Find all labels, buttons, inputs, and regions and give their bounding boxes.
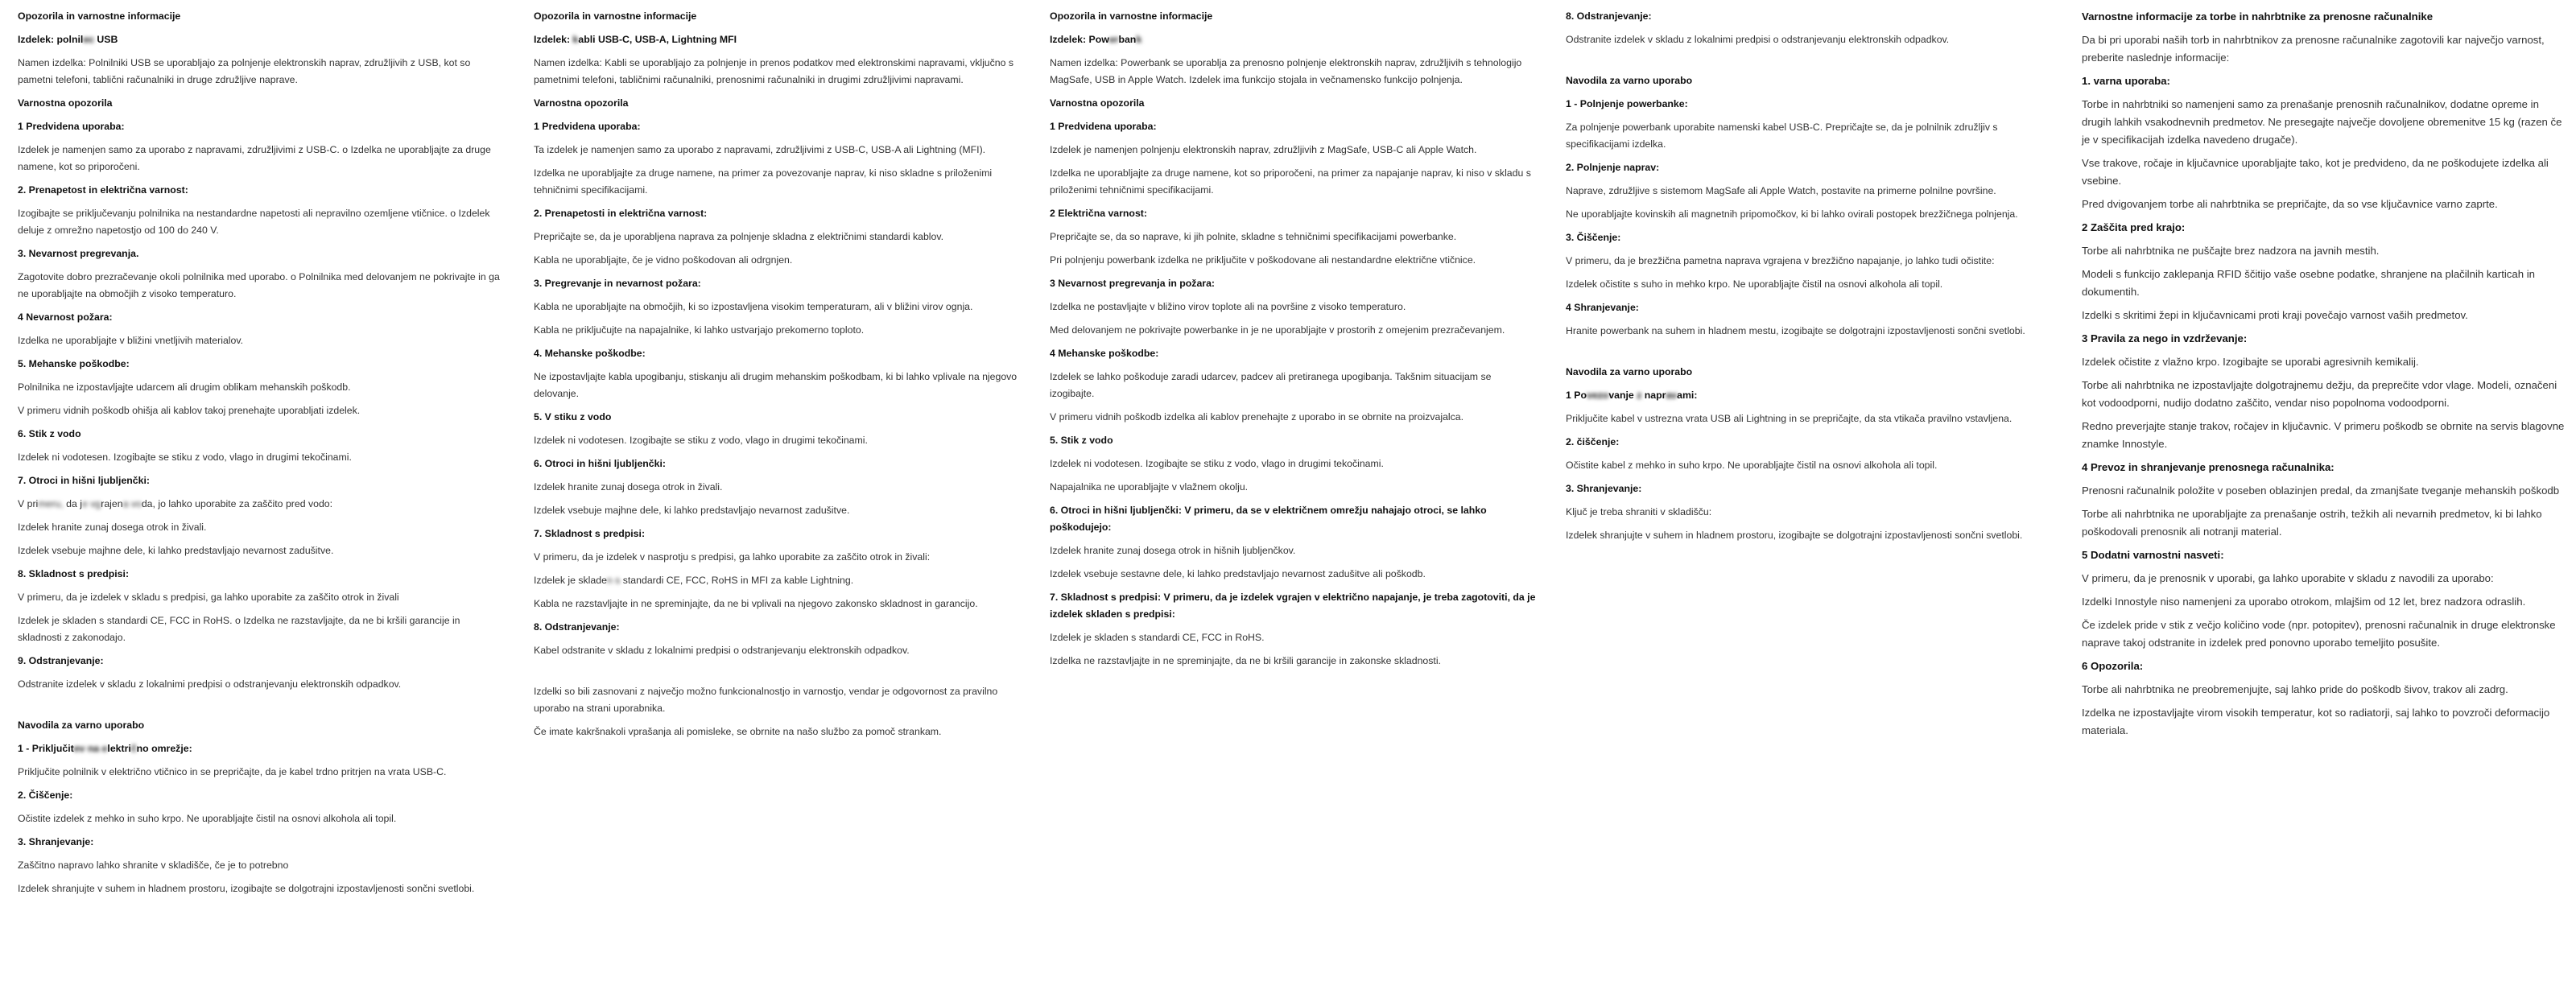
paragraph: V primeru, da je izdelek v skladu s predpisi, ga lahko uporabite za zaščito otrok in živali bbox=[18, 592, 399, 603]
paragraph: Izdelek ni vodotesen. Izogibajte se stiku z vodo, vlago in drugimi tekočinami. bbox=[534, 435, 868, 446]
paragraph: Izdelki s skritimi žepi in ključavnicami proti kraji povečajo varnost vaših predmetov. bbox=[2082, 309, 2468, 321]
paragraph: Ključ je treba shraniti v skladišču: bbox=[1566, 506, 1712, 517]
redacted-text: ec bbox=[83, 34, 94, 45]
paragraph: Izogibajte se priključevanju polnilnika na nestandardne napetosti ali nepravilno ozemljene vtičnice. o Izdelek deluje z omrežno napetostjo od 100 do 240 V. bbox=[18, 208, 490, 236]
section-heading: 3 Nevarnost pregrevanja in požara: bbox=[1050, 278, 1216, 289]
paragraph: Torbe ali nahrbtnika ne izpostavljajte dolgotrajnemu dežju, da preprečite vdor vlage. Modeli, označeni kot vodoodporni, nudijo dodatno zaščito, vendar niso popolnoma vodoodporni. bbox=[2082, 379, 2557, 409]
paragraph: Priključite kabel v ustrezna vrata USB ali Lightning in se prepričajte, da sta vtikača pravilno vstavljena. bbox=[1566, 413, 2013, 424]
paragraph: Zagotovite dobro prezračevanje okoli polnilnika med uporabo. o Polnilnika med delovanjem ne pokrivajte in ga ne uporabljajte na območjih z visoko temperaturo. bbox=[18, 271, 500, 299]
paragraph: V primeru, da je vgrajena voda, jo lahko uporabite za zaščito pred vodo: bbox=[18, 498, 333, 509]
paragraph: Izdelek je skladen s standardi CE, FCC in RoHS. bbox=[1050, 632, 1265, 643]
paragraph: Izdelek očistite s suho in mehko krpo. Ne uporabljajte čistil na osnovi alkohola ali topil. bbox=[1566, 278, 1943, 290]
section-heading: 3 Pravila za nego in vzdrževanje: bbox=[2082, 332, 2248, 344]
section-heading: 1 - Polnjenje powerbanke: bbox=[1566, 98, 1688, 109]
section-heading: 1 Predvidena uporaba: bbox=[534, 121, 641, 132]
document-title: Opozorila in varnostne informacije bbox=[1050, 10, 1213, 22]
paragraph: Izdelka ne izpostavljajte virom visokih temperatur, kot so radiatorji, saj lahko to povzroči deformacijo materiala. bbox=[2082, 707, 2550, 736]
paragraph: V primeru, da je brezžična pametna naprava vgrajena v brezžično napajanje, jo lahko tudi očistite: bbox=[1566, 255, 1995, 266]
section-heading: Izdelek: Powerbank bbox=[1050, 34, 1142, 45]
paragraph: Pri polnjenju powerbank izdelka ne priključite v poškodovane ali nestandardne električne vtičnice. bbox=[1050, 254, 1476, 266]
paragraph: Med delovanjem ne pokrivajte powerbanke in je ne uporabljajte v prostorih z omejenim prezračevanjem. bbox=[1050, 324, 1505, 336]
document-title: Opozorila in varnostne informacije bbox=[18, 10, 181, 22]
redacted-text: k bbox=[1136, 34, 1142, 45]
redacted-text: n s bbox=[606, 575, 621, 586]
paragraph: Izdelek je skladen s standardi CE, FCC, RoHS in MFI za kable Lightning. bbox=[534, 575, 854, 586]
paragraph: Izdelek hranite zunaj dosega otrok in hišnih ljubljenčkov. bbox=[1050, 545, 1296, 556]
paragraph: Izdelek vsebuje majhne dele, ki lahko predstavljajo nevarnost zadušitve. bbox=[18, 545, 334, 556]
text-column-laptop-bags bbox=[2082, 8, 2569, 904]
section-heading: Navodila za varno uporabo bbox=[1566, 366, 1693, 377]
section-heading: 8. Odstranjevanje: bbox=[1566, 10, 1652, 22]
redacted-text: e vg bbox=[81, 498, 101, 509]
section-heading: 1 Povezovanje z napravami: bbox=[1566, 390, 1698, 401]
section-heading: 2. Prenapetost in električna varnost: bbox=[18, 184, 188, 196]
section-heading: 2. čiščenje: bbox=[1566, 436, 1620, 447]
section-heading: 4. Mehanske poškodbe: bbox=[534, 348, 646, 359]
section-heading: Izdelek: polnilec USB bbox=[18, 34, 118, 45]
text-column-powerbank bbox=[1050, 8, 1537, 904]
paragraph: Izdelek vsebuje sestavne dele, ki lahko predstavljajo nevarnost zadušitve ali poškodb. bbox=[1050, 568, 1426, 579]
paragraph: Kabel odstranite v skladu z lokalnimi predpisi o odstranjevanju elektronskih odpadkov. bbox=[534, 645, 910, 656]
paragraph: V primeru vidnih poškodb izdelka ali kablov prenehajte z uporabo in se obrnite na proizvajalca. bbox=[1050, 411, 1464, 423]
section-heading: 7. Skladnost s predpisi: bbox=[534, 528, 646, 539]
paragraph: Kabla ne uporabljajte na območjih, ki so izpostavljena visokim temperaturam, ali v bližini virov ognja. bbox=[534, 301, 973, 312]
document-title: Opozorila in varnostne informacije bbox=[534, 10, 697, 22]
section-heading: 1 Predvidena uporaba: bbox=[1050, 121, 1157, 132]
section-heading: 4 Nevarnost požara: bbox=[18, 311, 113, 323]
text-column-usb-charger bbox=[18, 8, 505, 904]
paragraph: Če izdelek pride v stik z večjo količino vode (npr. potopitev), prenosni računalnik in druge elektronske naprave takoj odstranite in izdelek pred ponovno uporabo temeljito posušite. bbox=[2082, 619, 2556, 649]
paragraph: V primeru vidnih poškodb ohišja ali kablov takoj prenehajte uporabljati izdelek. bbox=[18, 405, 361, 416]
paragraph: Zaščitno napravo lahko shranite v skladišče, če je to potrebno bbox=[18, 860, 289, 871]
paragraph: Izdelek shranjujte v suhem in hladnem prostoru, izogibajte se dolgotrajni izpostavljenosti sončni svetlobi. bbox=[1566, 530, 2023, 541]
paragraph: Torbe ali nahrbtnika ne uporabljajte za prenašanje ostrih, težkih ali nevarnih predmetov, ki bi lahko poškodovali prenosnik ali notranji material. bbox=[2082, 508, 2542, 538]
section-heading: 6 Opozorila: bbox=[2082, 660, 2144, 672]
section-heading: Izdelek: kabli USB-C, USB-A, Lightning MFI bbox=[534, 34, 737, 45]
paragraph: Izdelek hranite zunaj dosega otrok in živali. bbox=[534, 481, 723, 493]
paragraph: Kabla ne priključujte na napajalnike, ki lahko ustvarjajo prekomerno toploto. bbox=[534, 324, 865, 336]
section-heading: 1 Predvidena uporaba: bbox=[18, 121, 125, 132]
section-heading: 3. Pregrevanje in nevarnost požara: bbox=[534, 278, 701, 289]
text-column-powerbank-usage bbox=[1566, 8, 2053, 904]
redacted-text: av bbox=[1666, 390, 1678, 401]
paragraph: Torbe ali nahrbtnika ne preobremenjujte, saj lahko pride do poškodb šivov, trakov ali zadrg. bbox=[2082, 683, 2508, 695]
section-heading: 5. Mehanske poškodbe: bbox=[18, 358, 130, 369]
paragraph: Redno preverjajte stanje trakov, ročajev in ključavnic. V primeru poškodb se obrnite na servis blagovne znamke Innostyle. bbox=[2082, 420, 2565, 450]
paragraph: Torbe in nahrbtniki so namenjeni samo za prenašanje prenosnih računalnikov, dodatne opreme in drugih lahkih vsakodnevnih predmetov. Ne presegajte največje dovoljene obremenitve 15 kg (razen če je v specifikacijah izdelka navedeno drugače). bbox=[2082, 98, 2562, 146]
paragraph: V primeru, da je izdelek v nasprotju s predpisi, ga lahko uporabite za zaščito otrok in živali: bbox=[534, 551, 931, 563]
paragraph: Da bi pri uporabi naših torb in nahrbtnikov za prenosne računalnike zagotovili kar največjo varnost, preberite naslednje informacije: bbox=[2082, 34, 2545, 64]
section-heading: 8. Odstranjevanje: bbox=[534, 621, 620, 633]
paragraph: Izdelka ne postavljajte v bližino virov toplote ali na površine z visoko temperaturo. bbox=[1050, 301, 1406, 312]
paragraph: Izdelka ne uporabljajte za druge namene, na primer za povezovanje naprav, ki niso skladne s priloženimi tehničnimi specifikacijami. bbox=[534, 167, 993, 196]
document-title: Varnostne informacije za torbe in nahrbtnike za prenosne računalnike bbox=[2082, 10, 2434, 23]
paragraph: Pred dvigovanjem torbe ali nahrbtnika se prepričajte, da so vse ključavnice varno zaprte. bbox=[2082, 198, 2498, 210]
section-heading: 3. Čiščenje: bbox=[1566, 232, 1621, 243]
paragraph: Če imate kakršnakoli vprašanja ali pomisleke, se obrnite na našo službo za pomoč strankam. bbox=[534, 726, 942, 737]
paragraph: Očistite izdelek z mehko in suho krpo. Ne uporabljajte čistil na osnovi alkohola ali topil. bbox=[18, 813, 397, 824]
paragraph: Izdelek očistite z vlažno krpo. Izogibajte se uporabi agresivnih kemikalij. bbox=[2082, 356, 2419, 368]
paragraph: Prepričajte se, da so naprave, ki jih polnite, skladne s tehničnimi specifikacijami powerbanke. bbox=[1050, 231, 1457, 242]
paragraph: Prenosni računalnik položite v poseben oblazinjen predal, da zmanjšate tveganje mehanskih poškodb bbox=[2082, 484, 2560, 497]
paragraph: Modeli s funkcijo zaklepanja RFID ščitijo vaše osebne podatke, shranjene na plačilnih karticah in dokumentih. bbox=[2082, 268, 2535, 298]
section-heading: 2. Polnjenje naprav: bbox=[1566, 162, 1660, 173]
section-heading: 6. Stik z vodo bbox=[18, 428, 81, 439]
section-heading: Varnostna opozorila bbox=[18, 97, 113, 109]
redacted-text: er bbox=[1108, 34, 1119, 45]
redacted-text: a vo bbox=[122, 498, 142, 509]
section-heading: 1 - Priključitev na električno omrežje: bbox=[18, 743, 192, 754]
paragraph: Izdelka ne uporabljajte v bližini vnetljivih materialov. bbox=[18, 335, 244, 346]
paragraph: Izdelki Innostyle niso namenjeni za uporabo otrokom, mlajšim od 12 let, brez nadzora odraslih. bbox=[2082, 596, 2526, 608]
paragraph: Za polnjenje powerbank uporabite namenski kabel USB-C. Prepričajte se, da je polnilnik združljiv s specifikacijami izdelka. bbox=[1566, 122, 1998, 150]
paragraph: Prepričajte se, da je uporabljena naprava za polnjenje skladna z električnimi standardi kablov. bbox=[534, 231, 944, 242]
section-heading: 9. Odstranjevanje: bbox=[18, 655, 104, 666]
paragraph: Izdelek je namenjen samo za uporabo z napravami, združljivimi z USB-C. o Izdelka ne uporabljajte za druge namene, kot so priporočeni. bbox=[18, 144, 491, 172]
redacted-text: meru, bbox=[38, 498, 67, 509]
redacted-text: vezo bbox=[1586, 390, 1609, 401]
section-heading: Varnostna opozorila bbox=[1050, 97, 1145, 109]
section-heading: 7. Otroci in hišni ljubljenčki: bbox=[18, 475, 150, 486]
paragraph: Vse trakove, ročaje in ključavnice uporabljajte tako, kot je predvideno, da ne poškodujete izdelka ali vsebine. bbox=[2082, 157, 2549, 187]
section-heading: 2. Prenapetosti in električna varnost: bbox=[534, 208, 708, 219]
paragraph: Izdelek vsebuje majhne dele, ki lahko predstavljajo nevarnost zadušitve. bbox=[534, 505, 850, 516]
paragraph: Namen izdelka: Polnilniki USB se uporabljajo za polnjenje elektronskih naprav, združljivih z USB, kot so pametni telefoni, tablični računalniki in druge združljive naprave. bbox=[18, 57, 471, 85]
section-heading: 5. V stiku z vodo bbox=[534, 411, 612, 423]
section-heading: Navodila za varno uporabo bbox=[1566, 75, 1693, 86]
section-heading: Navodila za varno uporabo bbox=[18, 719, 145, 731]
section-heading: 5. Stik z vodo bbox=[1050, 435, 1113, 446]
paragraph: V primeru, da je prenosnik v uporabi, ga lahko uporabite v skladu z navodili za uporabo: bbox=[2082, 572, 2494, 584]
paragraph: Priključite polnilnik v električno vtičnico in se prepričajte, da je kabel trdno pritrjen na vrata USB-C. bbox=[18, 766, 447, 777]
paragraph: Izdelek hranite zunaj dosega otrok in živali. bbox=[18, 522, 207, 533]
redacted-text: č bbox=[130, 743, 137, 754]
paragraph: Namen izdelka: Kabli se uporabljajo za polnjenje in prenos podatkov med elektronskimi napravami, vključno s pametnimi telefoni, tabličnimi računalniki, prenosnimi računalniki in drugimi združljivimi napravami. bbox=[534, 57, 1014, 85]
paragraph: Izdelek ni vodotesen. Izogibajte se stiku z vodo, vlago in drugimi tekočinami. bbox=[18, 451, 352, 463]
section-heading: 7. Skladnost s predpisi: V primeru, da je izdelek vgrajen v električno napajanje, je treba zagotoviti, da je izdelek skladen s predpisi: bbox=[1050, 592, 1536, 620]
paragraph: Izdelek se lahko poškoduje zaradi udarcev, padcev ali pretiranega upogibanja. Takšnim situacijam se izogibajte. bbox=[1050, 371, 1492, 399]
section-heading: 6. Otroci in hišni ljubljenčki: V primeru, da se v električnem omrežju nahajajo otroci, se lahko poškodujejo: bbox=[1050, 505, 1487, 533]
paragraph: Očistite kabel z mehko in suho krpo. Ne uporabljajte čistil na osnovi alkohola ali topil. bbox=[1566, 460, 1938, 471]
paragraph: Ne uporabljajte kovinskih ali magnetnih pripomočkov, ki bi lahko ovirali postopek brezžičnega polnjenja. bbox=[1566, 208, 2018, 220]
paragraph: Polnilnika ne izpostavljajte udarcem ali drugim oblikam mehanskih poškodb. bbox=[18, 381, 351, 393]
section-heading: 2 Električna varnost: bbox=[1050, 208, 1147, 219]
paragraph: Ta izdelek je namenjen samo za uporabo z napravami, združljivimi z USB-C, USB-A ali Lightning (MFI). bbox=[534, 144, 986, 155]
paragraph: Izdelek je namenjen polnjenju elektronskih naprav, združljivih z MagSafe, USB-C ali Apple Watch. bbox=[1050, 144, 1477, 155]
paragraph: Ne izpostavljajte kabla upogibanju, stiskanju ali drugim mehanskim poškodbam, ki bi lahko vplivale na njegovo delovanje. bbox=[534, 371, 1018, 399]
paragraph: Napajalnika ne uporabljajte v vlažnem okolju. bbox=[1050, 481, 1249, 493]
paragraph: Odstranite izdelek v skladu z lokalnimi predpisi o odstranjevanju elektronskih odpadkov. bbox=[18, 678, 402, 690]
redacted-text: k bbox=[572, 34, 579, 45]
section-heading: 6. Otroci in hišni ljubljenčki: bbox=[534, 458, 666, 469]
paragraph: Kabla ne uporabljajte, če je vidno poškodovan ali odrgnjen. bbox=[534, 254, 793, 266]
section-heading: Varnostna opozorila bbox=[534, 97, 629, 109]
paragraph: Namen izdelka: Powerbank se uporablja za prenosno polnjenje elektronskih naprav, združljivih s tehnologijo MagSafe, USB in Apple Watch. Izdelek ima funkcijo stojala in večnamensko funkcijo polnjenja. bbox=[1050, 57, 1522, 85]
text-column-cables bbox=[534, 8, 1021, 904]
paragraph: Naprave, združljive s sistemom MagSafe ali Apple Watch, postavite na primerne polnilne površine. bbox=[1566, 185, 1996, 196]
section-heading: 2. Čiščenje: bbox=[18, 790, 73, 801]
section-heading: 3. Shranjevanje: bbox=[18, 836, 94, 847]
section-heading: 3. Nevarnost pregrevanja. bbox=[18, 248, 139, 259]
section-heading: 4 Mehanske poškodbe: bbox=[1050, 348, 1159, 359]
paragraph: Kabla ne razstavljajte in ne spreminjajte, da ne bi vplivali na njegovo zakonsko skladnost in garancijo. bbox=[534, 598, 978, 609]
redacted-text: ev na e bbox=[73, 743, 108, 754]
paragraph: Hranite powerbank na suhem in hladnem mestu, izogibajte se dolgotrajni izpostavljenosti sončni svetlobi. bbox=[1566, 325, 2025, 336]
redacted-text: z bbox=[1637, 390, 1642, 401]
paragraph: Izdelek ni vodotesen. Izogibajte se stiku z vodo, vlago in drugimi tekočinami. bbox=[1050, 458, 1384, 469]
section-heading: 4 Shranjevanje: bbox=[1566, 302, 1639, 313]
paragraph: Izdelek shranjujte v suhem in hladnem prostoru, izogibajte se dolgotrajni izpostavljenosti sončni svetlobi. bbox=[18, 883, 475, 894]
paragraph: Odstranite izdelek v skladu z lokalnimi predpisi o odstranjevanju elektronskih odpadkov. bbox=[1566, 34, 1950, 45]
section-heading: 3. Shranjevanje: bbox=[1566, 483, 1642, 494]
paragraph: Torbe ali nahrbtnika ne puščajte brez nadzora na javnih mestih. bbox=[2082, 245, 2380, 257]
paragraph: Izdelka ne uporabljajte za druge namene, kot so priporočeni, na primer za napajanje naprav, ki niso v skladu s priloženimi tehničnimi specifikacijami. bbox=[1050, 167, 1531, 196]
section-heading: 1. varna uporaba: bbox=[2082, 75, 2170, 87]
paragraph: Izdelki so bili zasnovani z največjo možno funkcionalnostjo in varnostjo, vendar je odgovornost za pravilno uporabo na strani uporabnika. bbox=[534, 686, 998, 714]
section-heading: 4 Prevoz in shranjevanje prenosnega računalnika: bbox=[2082, 461, 2334, 473]
section-heading: 5 Dodatni varnostni nasveti: bbox=[2082, 549, 2224, 561]
section-heading: 8. Skladnost s predpisi: bbox=[18, 568, 130, 579]
paragraph: Izdelka ne razstavljajte in ne spreminjajte, da ne bi kršili garancije in zakonske skladnosti. bbox=[1050, 655, 1441, 666]
section-heading: 2 Zaščita pred krajo: bbox=[2082, 221, 2186, 233]
paragraph: Izdelek je skladen s standardi CE, FCC in RoHS. o Izdelka ne razstavljajte, da ne bi kršili garancije in skladnosti z zakonodajo. bbox=[18, 615, 460, 643]
